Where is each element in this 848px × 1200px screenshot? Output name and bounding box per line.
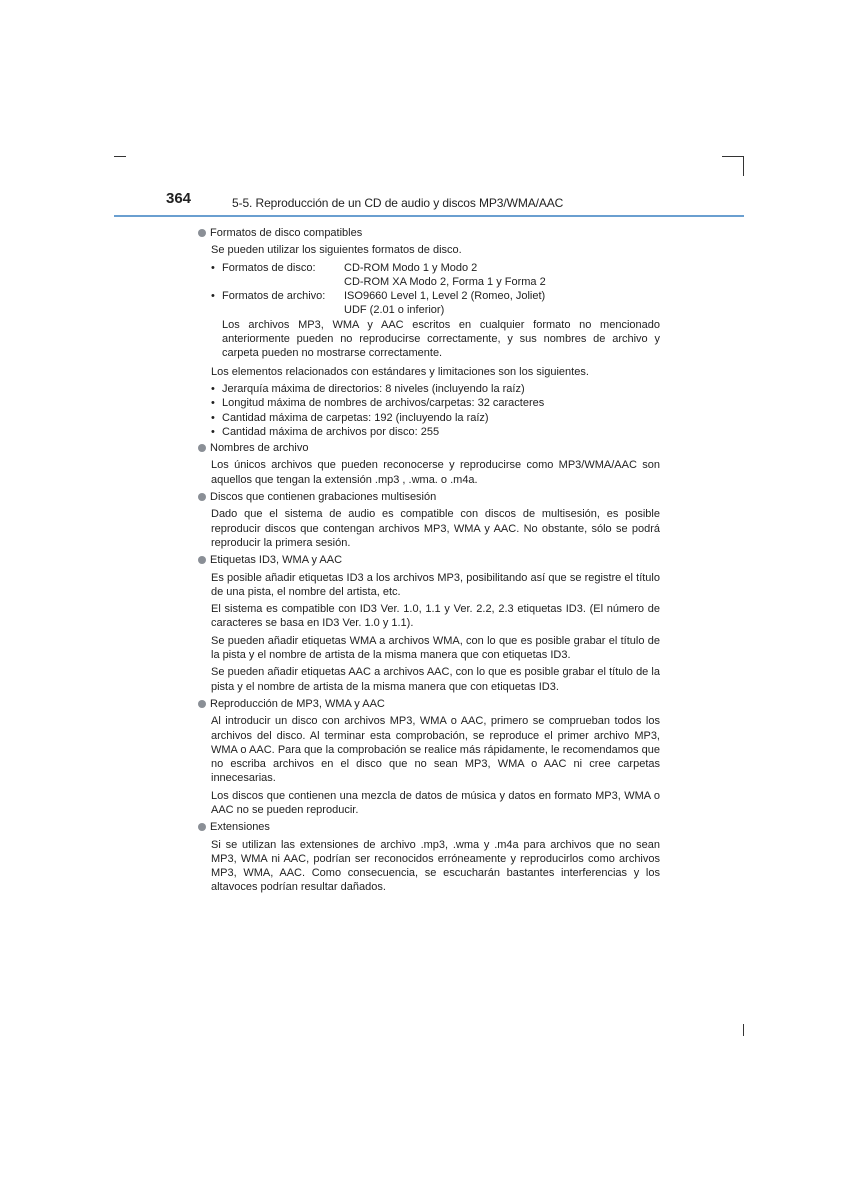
topic-bullet-icon [198,823,206,831]
tags-paragraph: El sistema es compatible con ID3 Ver. 1.0, 1.1 y Ver. 2.2, 2.3 etiquetas ID3. (El número de caracteres se basa en ID3 Ver. 1.0 y 1.1). [211,603,660,630]
formats-note: Los archivos MP3, WMA y AAC escritos en cualquier formato no mencionado anteriormente pueden no reproducirse correctamente, y sus nombres de archivo y carpeta pueden no mostrarse correctamente. [222,318,660,360]
disc-format-values [344,261,660,290]
playback-paragraph: Los discos que contienen una mezcla de datos de música y datos en formato MP3, WMA o AAC no se pueden reproducir. [211,789,660,816]
disc-format-row [211,261,660,290]
crop-mark-top-right-v [743,156,744,176]
extensions-body [198,838,660,895]
tags-body [198,571,660,694]
topic-bullet-icon [198,229,206,237]
limits-intro: Los elementos relacionados con estándares y limitaciones son los siguientes. [211,365,589,378]
topic-filenames [198,441,660,455]
topic-title: Extensiones [210,821,270,834]
file-format-value: UDF (2.01 o inferior) [344,304,445,317]
filenames-body [198,458,660,487]
list-bullet: • [211,261,215,274]
list-item [211,382,660,396]
list-bullet: • [211,397,215,410]
topic-title: Etiquetas ID3, WMA y AAC [210,554,343,567]
topic-bullet-icon [198,556,206,564]
tags-paragraph: Se pueden añadir etiquetas AAC a archivos AAC, con lo que es posible grabar el título de la pista y el nombre de artista de la misma manera que con etiquetas ID3. [211,666,660,693]
multisession-body [198,507,660,550]
limit-text: Longitud máxima de nombres de archivos/carpetas: 32 caracteres [222,397,545,410]
file-format-row [211,289,660,318]
topic-title: Formatos de disco compatibles [210,227,363,239]
multisession-text: Dado que el sistema de audio es compatible con discos de multisesión, es posible reproducir discos que contengan archivos MP3, WMA y AAC. No obstante, sólo se podrá reproducir la primera sesión. [211,508,660,549]
topic-bullet-icon [198,493,206,501]
limit-text: Cantidad máxima de archivos por disco: 255 [222,425,440,438]
disc-format-value: CD-ROM XA Modo 2, Forma 1 y Forma 2 [344,275,546,288]
limit-text: Cantidad máxima de carpetas: 192 (incluyendo la raíz) [222,411,489,424]
list-bullet: • [211,382,215,395]
topic-title: Reproducción de MP3, WMA y AAC [210,697,385,710]
filenames-text: Los únicos archivos que pueden reconocerse y reproducirse como MP3/WMA/AAC son aquellos que tengan la extensión .mp3 , .wma. o .m4a. [211,459,660,486]
disc-format-label: Formatos de disco: [222,261,316,274]
extensions-text: Si se utilizan las extensiones de archivo .mp3, .wma y .m4a para archivos que no sean MP3, WMA ni AAC, podrían ser reconocidos erróneamente y reproducirlos como archivos MP3, WMA, AAC. Como consecuencia, se escucharán bastantes interferencias y los altavoces podrían resultar dañados. [211,838,660,894]
topic-tags [198,553,660,567]
section-title: 5-5. Reproducción de un CD de audio y discos MP3/WMA/AAC [232,196,564,210]
page-number: 364 [166,190,192,207]
list-item [211,425,660,439]
list-bullet: • [211,425,215,438]
header-rule [114,215,744,217]
list-item [211,411,660,425]
formats-intro: Se pueden utilizar los siguientes formatos de disco. [211,244,462,257]
playback-paragraph: Al introducir un disco con archivos MP3, WMA o AAC, primero se comprueban todos los archivos del disco. Al terminar esta comprobación, se reproduce el primer archivo MP3, WMA o AAC. Para que la comprobación se realice más rápidamente, le recomendamos que no escriba archivos en el disco que no sean MP3, WMA o AAC ni cree carpetas innecesarias. [211,715,660,785]
topic-bullet-icon [198,444,206,452]
topic-playback [198,697,660,711]
tags-paragraph: Es posible añadir etiquetas ID3 a los archivos MP3, posibilitando así que se registre el título de una pista, el nombre del artista, etc. [211,571,660,598]
file-format-values [344,289,660,318]
topic-formats [198,226,660,240]
page-content [198,226,660,898]
list-item [211,396,660,410]
list-bullet: • [211,290,215,303]
limits-list [211,382,660,439]
disc-format-value: CD-ROM Modo 1 y Modo 2 [344,261,478,274]
topic-extensions [198,820,660,834]
topic-bullet-icon [198,700,206,708]
formats-body [198,243,660,439]
topic-multisession [198,490,660,504]
crop-mark-top-right-h [722,156,744,157]
file-format-value: ISO9660 Level 1, Level 2 (Romeo, Joliet) [344,290,546,303]
crop-mark-bottom-right [743,1024,744,1036]
list-bullet: • [211,411,215,424]
topic-title: Discos que contienen grabaciones multisesión [210,491,437,504]
playback-body [198,714,660,817]
file-format-label: Formatos de archivo: [222,290,326,303]
tags-paragraph: Se pueden añadir etiquetas WMA a archivos WMA, con lo que es posible grabar el título de la pista y el nombre de artista de la misma manera que con etiquetas ID3. [211,634,660,662]
limit-text: Jerarquía máxima de directorios: 8 niveles (incluyendo la raíz) [222,382,525,395]
topic-title: Nombres de archivo [210,442,309,455]
crop-mark-top-left [114,156,126,157]
